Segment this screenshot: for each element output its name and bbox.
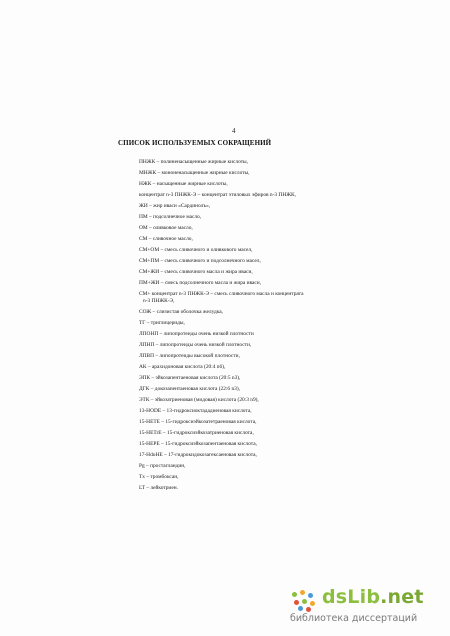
abbreviation-entry: 15-HETE – 15-гидроксиэйкозатетраеновая кислота, bbox=[139, 419, 257, 425]
abbreviation-list bbox=[139, 159, 379, 492]
logo-dot bbox=[294, 600, 299, 605]
logo-dot bbox=[310, 601, 315, 606]
logo-dot bbox=[302, 599, 307, 604]
abbreviation-entry: ЛПВП – липопротеиды высокой плотности, bbox=[139, 353, 240, 359]
abbreviation-entry: ПМ+ЖИ – смесь подсолнечного масла и жира иваси, bbox=[139, 280, 262, 286]
abbreviation-entry: ЛПНП – липопротеиды очень низкой плотности, bbox=[139, 342, 252, 348]
abbreviation-entry: СМ+ОМ – смесь сливочного и оливкового масел, bbox=[139, 247, 253, 253]
abbreviation-entry: n-3 ПНЖК-Э, bbox=[143, 298, 175, 304]
watermark-brand-tld: .net bbox=[380, 586, 424, 608]
abbreviation-entry: ПНЖК – полиненасыщенные жирные кислоты, bbox=[139, 159, 249, 165]
abbreviation-entry: 17-HdoHE – 17-гидрокидокозагексаеновая кислота, bbox=[139, 452, 257, 458]
abbreviation-entry: ЛПОНП – липопротеиды очень низкой плотности bbox=[139, 331, 254, 337]
abbreviation-entry: МНЖК – мононенасыщенные жирные кислоты, bbox=[139, 170, 250, 176]
abbreviation-entry: СМ+ЖИ – смесь сливочного масла и жира иваси, bbox=[139, 269, 253, 275]
abbreviation-entry: СМ+ концентрат n-3 ПНЖК-Э – смесь сливочного масла и концентрата bbox=[139, 291, 304, 297]
abbreviation-entry: 15-HEPE – 15-гидроксиэйкозапентаеновая кислота, bbox=[139, 441, 257, 447]
abbreviation-entry: 15-HETrE – 15-гидроксиэйкозатриеновая кислота, bbox=[139, 430, 254, 436]
logo-dot bbox=[308, 593, 313, 598]
watermark-subtitle: библиотека диссертаций bbox=[290, 613, 418, 624]
abbreviation-entry: Tx – тромбоксан, bbox=[139, 474, 179, 480]
logo-dots-icon bbox=[290, 590, 316, 612]
logo-dot bbox=[298, 606, 303, 611]
logo-dot bbox=[306, 607, 311, 612]
logo-dot bbox=[300, 590, 305, 595]
watermark-brand bbox=[322, 586, 424, 608]
abbreviation-entry: СМ – сливочное масло, bbox=[139, 236, 193, 242]
abbreviation-entry: ЖИ – жир иваси «Сардинолъ», bbox=[139, 203, 211, 209]
abbreviation-entry: ДГК – докозапентаеновая кислота (22:6 n3), bbox=[139, 386, 240, 392]
abbreviation-entry: концентрат n-3 ПНЖК-Э – концентрат этиловых эфиров n-3 ПНЖК, bbox=[139, 192, 296, 198]
abbreviation-entry: АК – арахидоновая кислота (20:4 n6), bbox=[139, 364, 226, 370]
abbreviation-entry: СМ+ПМ – смесь сливочного и подсолнечного масел, bbox=[139, 258, 261, 264]
abbreviation-entry: ЭПК – эйкозапентаеновая кислота (20:5 n3), bbox=[139, 375, 241, 381]
abbreviation-entry: НЖК – насыщенные жирные кислоты, bbox=[139, 181, 228, 187]
section-heading: СПИСОК ИСПОЛЬЗУЕМЫХ СОКРАЩЕНИЙ bbox=[118, 139, 272, 147]
page-number: 4 bbox=[232, 127, 236, 135]
abbreviation-entry: ПМ – подсолнечное масло, bbox=[139, 214, 202, 220]
watermark-brand-main: dsLib bbox=[322, 586, 381, 608]
abbreviation-entry: Pg – простагландин, bbox=[139, 463, 186, 469]
abbreviation-entry: LT – лейкотриен. bbox=[139, 485, 178, 491]
abbreviation-entry: ЭТК – эйкозатриеновая (мидовая) кислота (20:3 n9), bbox=[139, 397, 259, 403]
logo-dot bbox=[292, 592, 297, 597]
abbreviation-entry: ТГ – триглицериды, bbox=[139, 320, 185, 326]
site-watermark bbox=[290, 586, 430, 626]
abbreviation-entry: ОМ – оливковое масло, bbox=[139, 225, 193, 231]
abbreviation-entry: СОЖ – слизистая оболочка желудка, bbox=[139, 309, 223, 315]
abbreviation-entry: 13-HODE – 13-гидроксиоктададиеновая кислота, bbox=[139, 408, 252, 414]
